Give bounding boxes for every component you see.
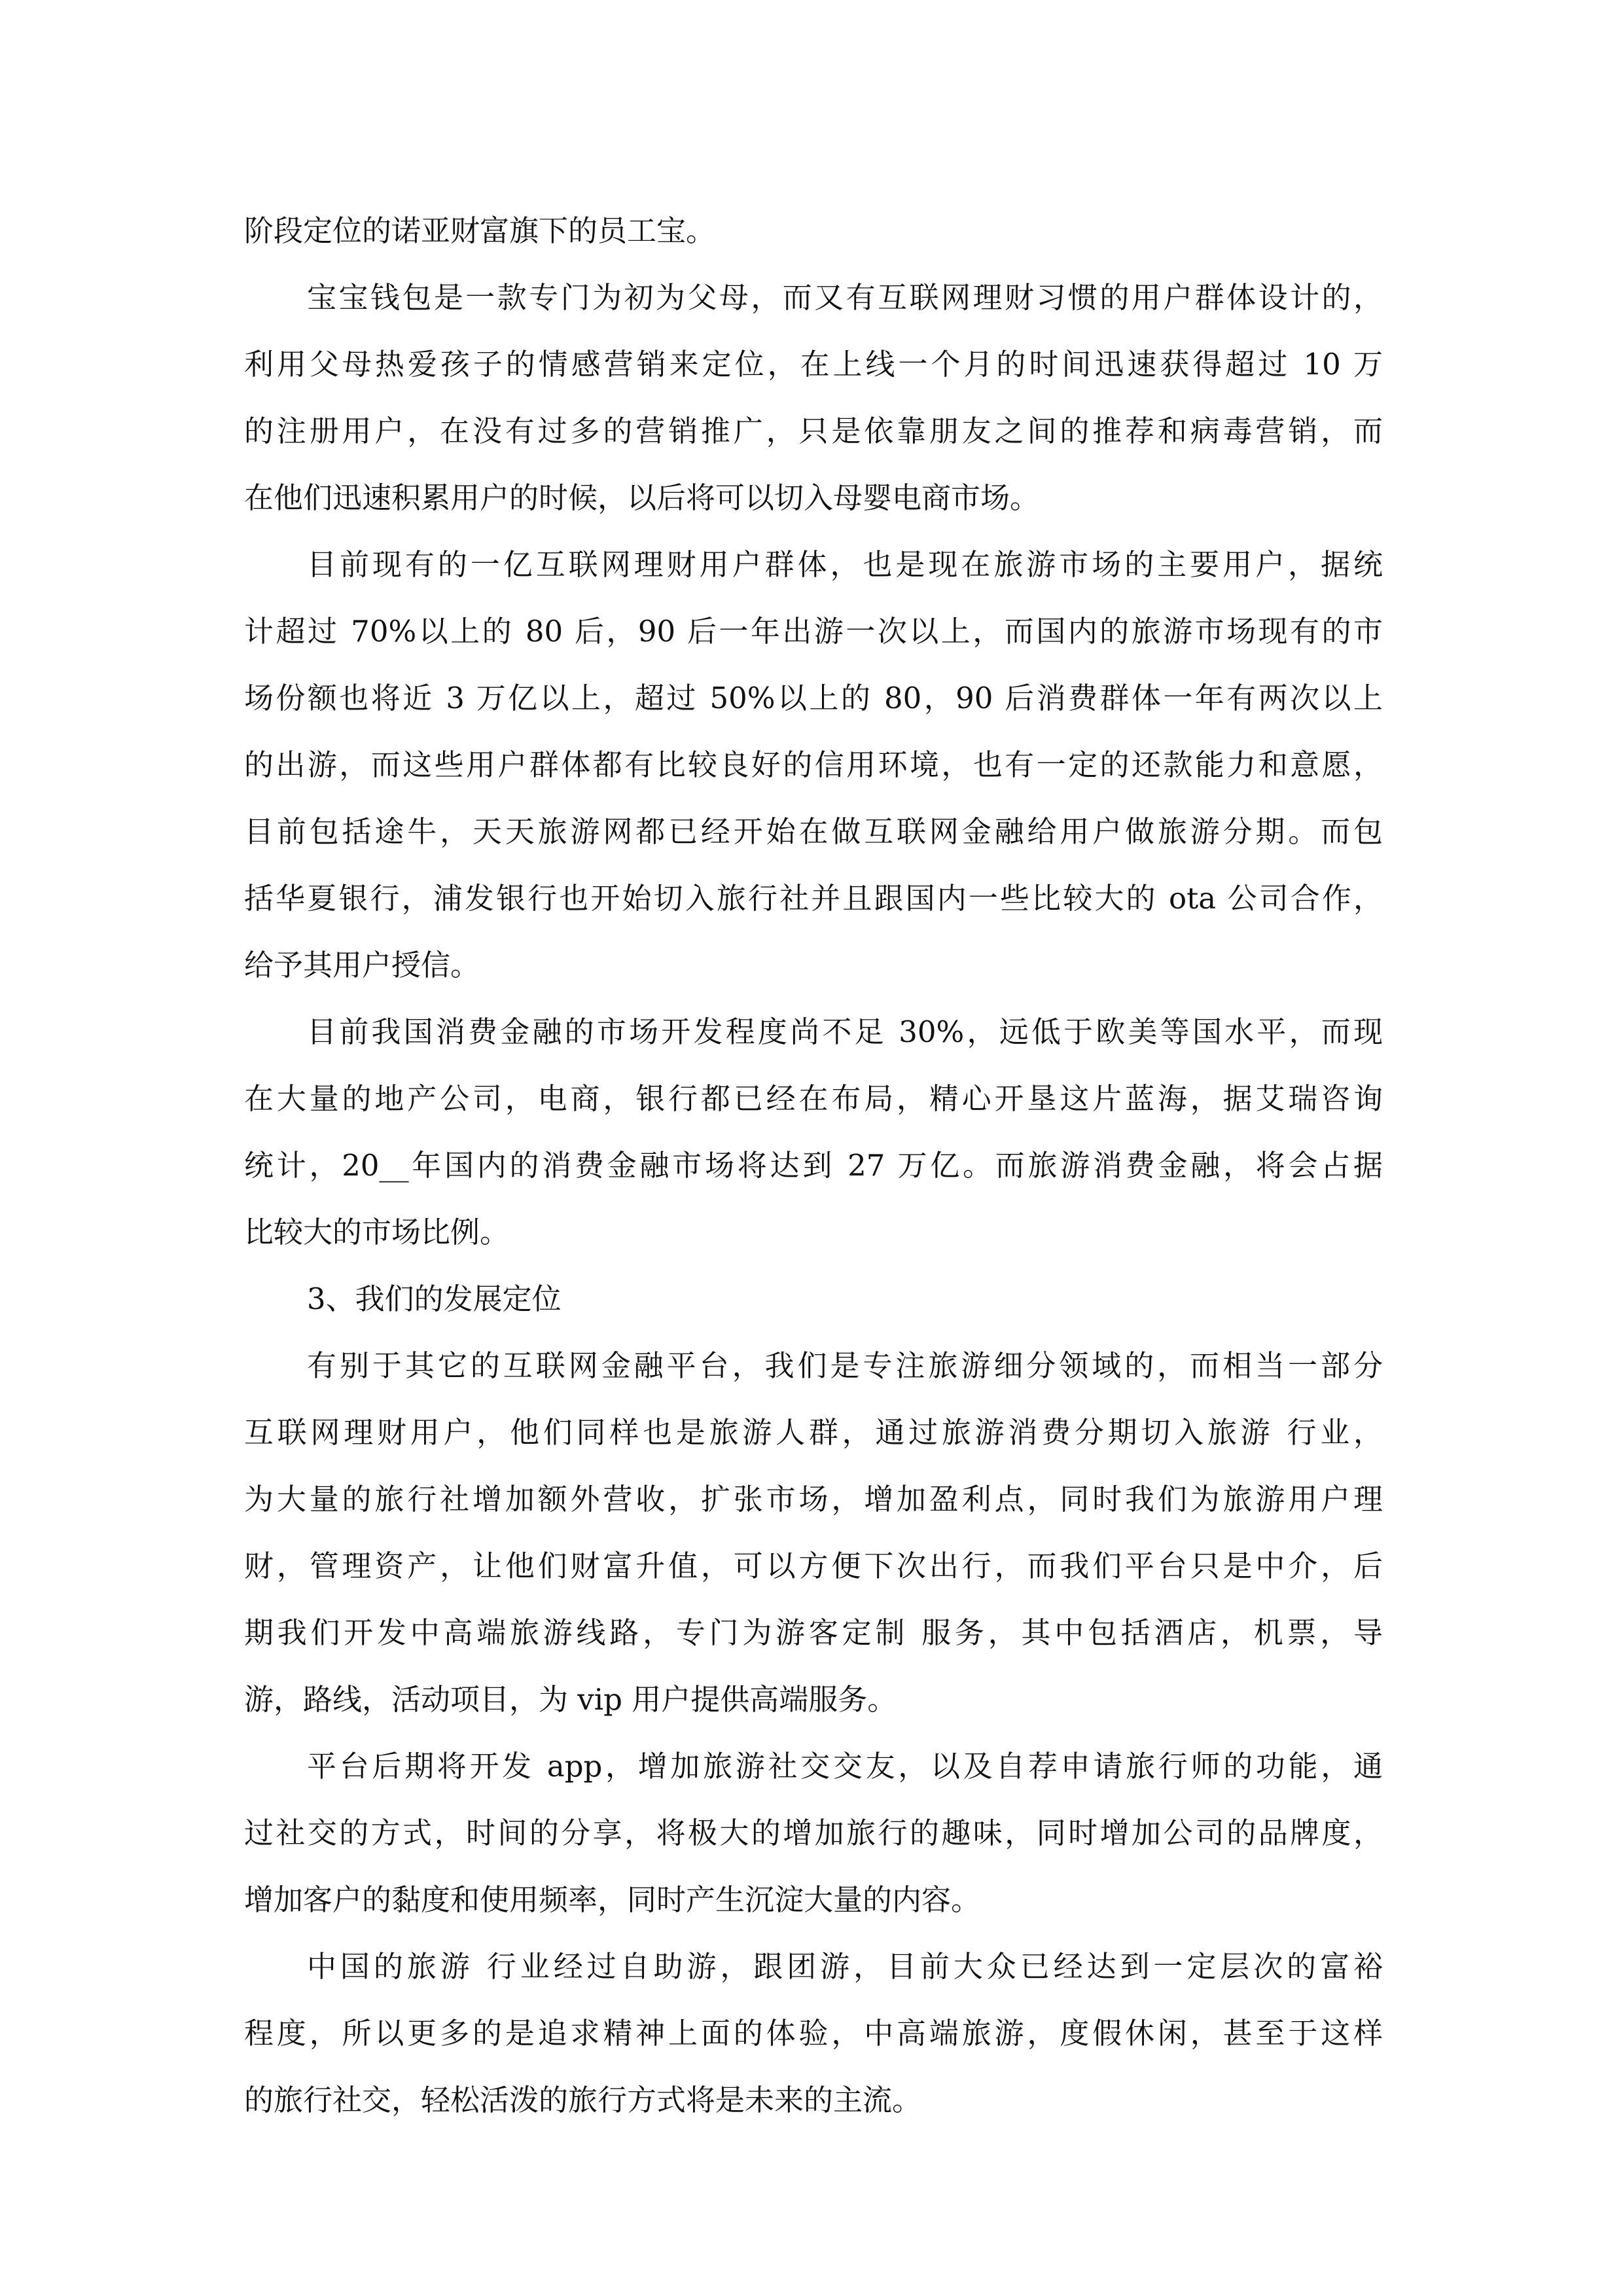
text-line: 互联网理财用户，他们同样也是旅游人群，通过旅游消费分期切入旅游 行业， <box>244 1415 1383 1450</box>
text-line: 括华夏银行，浦发银行也开始切入旅行社并且跟国内一些比较大的 ota 公司合作， <box>244 881 1383 916</box>
text-line: 目前包括途牛，天天旅游网都已经开始在做互联网金融给用户做旅游分期。而包 <box>244 814 1383 849</box>
text-line: 宝宝钱包是一款专门为初为父母，而又有互联网理财习惯的用户群体设计的， <box>307 280 1383 315</box>
text-line: 财，管理资产，让他们财富升值，可以方便下次出行，而我们平台只是中介，后 <box>244 1549 1383 1583</box>
text-line: 场份额也将近 3 万亿以上，超过 50%以上的 80，90 后消费群体一年有两次以上 <box>244 681 1383 715</box>
text-line: 在他们迅速积累用户的时候，以后将可以切入母婴电商市场。 <box>244 480 1040 515</box>
text-line: 有别于其它的互联网金融平台，我们是专注旅游细分领域的，而相当一部分 <box>307 1348 1383 1383</box>
document-body <box>244 198 1383 2134</box>
text-line: 目前我国消费金融的市场开发程度尚不足 30%，远低于欧美等国水平，而现 <box>307 1014 1383 1049</box>
text-line: 统计，20__年国内的消费金融市场将达到 27 万亿。而旅游消费金融，将会占据 <box>244 1148 1383 1183</box>
text-line: 的注册用户，在没有过多的营销推广，只是依靠朋友之间的推荐和病毒营销，而 <box>244 414 1383 448</box>
text-line: 在大量的地产公司，电商，银行都已经在布局，精心开垦这片蓝海，据艾瑞咨询 <box>244 1081 1383 1116</box>
text-line: 增加客户的黏度和使用频率，同时产生沉淀大量的内容。 <box>244 1882 981 1917</box>
text-line: 计超过 70%以上的 80 后，90 后一年出游一次以上，而国内的旅游市场现有的市 <box>244 614 1383 649</box>
text-line: 游，路线，活动项目，为 vip 用户提供高端服务。 <box>244 1682 897 1717</box>
text-line: 为大量的旅行社增加额外营收，扩张市场，增加盈利点，同时我们为旅游用户理 <box>244 1482 1383 1516</box>
text-line: 过社交的方式，时间的分享，将极大的增加旅行的趣味，同时增加公司的品牌度， <box>244 1816 1383 1850</box>
text-line: 给予其用户授信。 <box>244 948 480 982</box>
text-line: 平台后期将开发 app，增加旅游社交交友，以及自荐申请旅行师的功能，通 <box>307 1749 1383 1784</box>
text-line: 中国的旅游 行业经过自助游，跟团游，目前大众已经达到一定层次的富裕 <box>307 1949 1383 1984</box>
text-line: 目前现有的一亿互联网理财用户群体，也是现在旅游市场的主要用户，据统 <box>307 547 1383 582</box>
text-line: 程度，所以更多的是追求精神上面的体验，中高端旅游，度假休闲，甚至于这样 <box>244 2016 1383 2051</box>
text-line: 比较大的市场比例。 <box>244 1215 510 1249</box>
text-line: 期我们开发中高端旅游线路，专门为游客定制 服务，其中包括酒店，机票，导 <box>244 1615 1383 1650</box>
text-line: 的旅行社交，轻松活泼的旅行方式将是未来的主流。 <box>244 2083 922 2117</box>
text-line: 3、我们的发展定位 <box>307 1282 562 1316</box>
text-line: 阶段定位的诺亚财富旗下的员工宝。 <box>244 213 716 248</box>
text-line: 利用父母热爱孩子的情感营销来定位，在上线一个月的时间迅速获得超过 10 万 <box>244 347 1383 382</box>
text-line: 的出游，而这些用户群体都有比较良好的信用环境，也有一定的还款能力和意愿， <box>244 747 1383 782</box>
